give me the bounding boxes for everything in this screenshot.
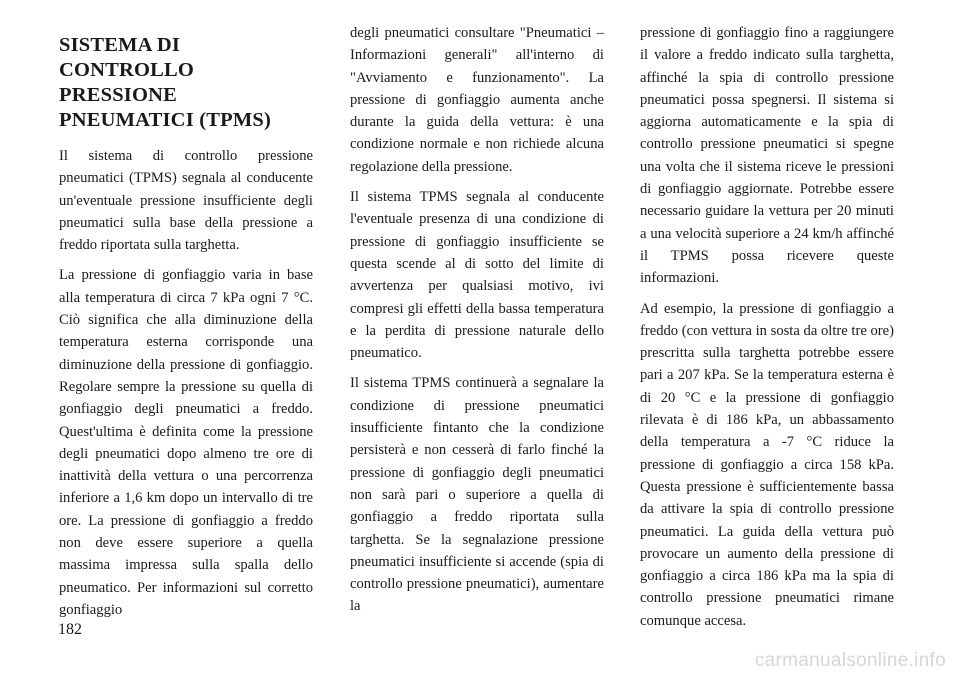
paragraph: Il sistema TPMS segnala al conducente l'eventuale presenza di una condizione di pressione di gonfiaggio insufficiente se questa scende al di sotto del limite di avvertenza per qualsiasi motivo, ivi compresi gli effetti della bassa temperatura e la perdita di pressione naturale dello pneumatico. xyxy=(350,189,604,362)
paragraph: pressione di gonfiaggio fino a raggiungere il valore a freddo indicato sulla targhetta, affinché la spia di controllo pressione pneumatici possa spegnersi. Il sistema si aggiorna automaticamente e la spia di controllo pressione pneumatici si spegne una volta che il sistema riceve le pressioni di gonfiaggio aggiornate. Potrebbe essere necessario guidare la vettura per 20 minuti a una velocità superiore a 24 km/h affinché il TPMS possa ricevere queste informazioni. xyxy=(640,25,894,287)
column-2 xyxy=(350,22,604,626)
paragraph: Ad esempio, la pressione di gonfiaggio a freddo (con vettura in sosta da oltre tre ore) prescritta sulla targhetta potrebbe essere pari a 207 kPa. Se la temperatura esterna è di 20 °C e la pressione di gonfiaggio rilevata è di 186 kPa, un abbassamento della temperatura a -7 °C riduce la pressione di gonfiaggio a circa 158 kPa. Questa pressione è sufficientemente bassa da attivare la spia di controllo pressione pneumatici. La guida della vettura può provocare un aumento della pressione di gonfiaggio a circa 186 kPa ma la spia di controllo pressione pneumatici rimane comunque accesa. xyxy=(640,300,894,629)
watermark-text: carmanualsonline.info xyxy=(754,650,946,671)
paragraph: Il sistema TPMS continuerà a segnalare la condizione di pressione pneumatici insufficiente fintanto che la condizione persisterà e non cesserà di farlo finché la pressione di gonfiaggio degli pneumatici non sarà pari o superiore a quella di gonfiaggio a freddo riportata sulla targhetta. Se la segnalazione pressione pneumatici insufficiente si accende (spia di controllo pressione pneumatici), aumentare la xyxy=(350,375,604,615)
section-heading: SISTEMA DI CONTROLLO PRESSIONE PNEUMATICI (TPMS) xyxy=(59,34,271,131)
paragraph: degli pneumatici consultare "Pneumatici – Informazioni generali" all'interno di "Avviamento e funzionamento". La pressione di gonfiaggio aumenta anche durante la guida della vettura: è una condizione normale e non richiede alcuna regolazione della pressione. xyxy=(350,25,604,175)
column-3 xyxy=(640,22,894,640)
column-1 xyxy=(59,33,313,629)
paragraph: Il sistema di controllo pressione pneumatici (TPMS) segnala al conducente un'eventuale pressione insufficiente degli pneumatici sulla base della pressione a freddo riportata sulla targhetta. xyxy=(59,148,313,254)
page-number: 182 xyxy=(58,621,82,638)
paragraph: La pressione di gonfiaggio varia in base alla temperatura di circa 7 kPa ogni 7 °C. Ciò significa che alla diminuzione della temperatura esterna corrisponde una diminuzione della pressione di gonfiaggio. Regolare sempre la pressione su quella di gonfiaggio degli pneumatici a freddo. Quest'ultima è definita come la pressione degli pneumatici dopo almeno tre ore di inattività della vettura o una percorrenza inferiore a 1,6 km dopo un intervallo di tre ore. La pressione di gonfiaggio a freddo non deve essere superiore a quella massima impressa sulla spalla dello pneumatico. Per informazioni sul corretto gonfiaggio xyxy=(59,267,313,618)
